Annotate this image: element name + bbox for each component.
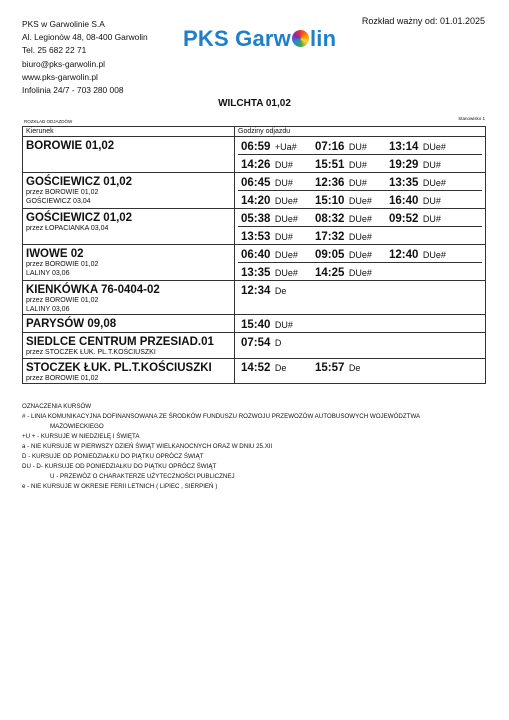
departure-symbols: DUe# bbox=[348, 231, 372, 242]
legend-item: +U + - KURSUJE W NIEDZIELĘ I ŚWIĘTA bbox=[22, 433, 140, 440]
departures-cell bbox=[235, 137, 486, 173]
logo-text-start: PKS Garw bbox=[183, 26, 291, 51]
departure-line bbox=[238, 173, 482, 190]
departure-symbols: DUe# bbox=[348, 267, 372, 278]
departure bbox=[241, 155, 315, 173]
departure-time: 14:25 bbox=[315, 266, 345, 279]
departure bbox=[315, 263, 389, 281]
logo-colorful-o-icon bbox=[292, 30, 309, 47]
direction-cell bbox=[23, 245, 235, 281]
destination-name: GOŚCIEWICZ 01,02 bbox=[26, 212, 133, 224]
departure-symbols: DU# bbox=[422, 195, 441, 206]
legend-title: OZNACZENIA KURSÓW bbox=[22, 403, 92, 410]
departure-line bbox=[238, 154, 482, 172]
destination-name: PARYSÓW 09,08 bbox=[26, 318, 117, 330]
departure-time: 15:10 bbox=[315, 194, 345, 207]
departure-symbols: DU# bbox=[422, 213, 441, 224]
legend-item: # - LINIA KOMUNIKACYJNA DOFINANSOWANA ZE ŚRODKÓW FUNDUSZU ROZWOJU PRZEWOZÓW AUTOBUSOWYCH WOJEWÓDZTWA bbox=[22, 413, 421, 420]
company-name: PKS w Garwolinie S.A bbox=[22, 19, 105, 29]
departure bbox=[315, 227, 389, 245]
departure-time: 13:53 bbox=[241, 230, 271, 243]
departure bbox=[241, 358, 315, 376]
departure bbox=[315, 245, 389, 263]
departure-symbols: DUe# bbox=[274, 249, 298, 260]
departure-line bbox=[238, 315, 482, 332]
departure-symbols: D bbox=[274, 337, 282, 348]
departure-time: 15:40 bbox=[241, 318, 271, 331]
timetable bbox=[22, 126, 486, 384]
departures-cell bbox=[235, 209, 486, 245]
timetable-row bbox=[23, 333, 486, 359]
departure-symbols: DUe# bbox=[348, 249, 372, 260]
departure-time: 12:36 bbox=[315, 176, 345, 189]
departure-line bbox=[238, 190, 482, 208]
departure bbox=[315, 191, 389, 209]
departure bbox=[241, 281, 315, 299]
departure-symbols: DUe# bbox=[274, 267, 298, 278]
departure-time: 09:52 bbox=[389, 212, 419, 225]
direction-cell bbox=[23, 209, 235, 245]
departure-line bbox=[238, 281, 482, 298]
departure-symbols: De bbox=[274, 363, 287, 373]
timetable-row bbox=[23, 173, 486, 209]
departure bbox=[389, 209, 463, 227]
direction-cell bbox=[23, 137, 235, 173]
departure-time: 08:32 bbox=[315, 212, 345, 225]
departure bbox=[241, 137, 315, 155]
direction-cell bbox=[23, 358, 235, 384]
departure-time: 07:16 bbox=[315, 140, 345, 153]
departure bbox=[315, 173, 389, 191]
departure-time: 14:26 bbox=[241, 158, 271, 171]
times-header: Godziny odjazdu bbox=[235, 127, 486, 137]
departure-line bbox=[238, 333, 482, 350]
departure-line bbox=[238, 209, 482, 226]
destination-name: KIENKÓWKA 76-0404-02 bbox=[26, 284, 160, 296]
direction-cell bbox=[23, 281, 235, 315]
legend-item: a - NIE KURSUJE W PIERWSZY DZIEŃ ŚWIĄT WIELKANOCNYCH ORAZ W DNIU 25.XII bbox=[22, 443, 273, 450]
company-address: Al. Legionów 48, 08-400 Garwolin bbox=[22, 32, 148, 43]
departure bbox=[241, 245, 315, 263]
timetable-row bbox=[23, 315, 486, 333]
legend-item: U - PRZEWÓZ O CHARAKTERZE UŻYTECZNOŚCI PUBLICZNEJ bbox=[50, 473, 235, 480]
legend-item: e - NIE KURSUJE W OKRESIE FERII LETNICH ( LIPIEC , SIERPIEŃ ) bbox=[22, 483, 218, 490]
timetable-row bbox=[23, 245, 486, 281]
departure-time: 17:32 bbox=[315, 230, 345, 243]
departure-symbols: DUe# bbox=[348, 195, 372, 206]
company-infoline: Infolinia 24/7 - 703 280 008 bbox=[22, 85, 124, 96]
direction-cell bbox=[23, 315, 235, 333]
departure-time: 12:34 bbox=[241, 284, 271, 297]
departure-symbols: DU# bbox=[274, 319, 293, 330]
destination-name: STOCZEK ŁUK. PL.T.KOŚCIUSZKI bbox=[26, 361, 212, 374]
departure-symbols: DUe# bbox=[422, 249, 446, 260]
departure-symbols: +Ua# bbox=[274, 141, 297, 152]
legend-item: D - KURSUJE OD PONIEDZIAŁKU DO PIĄTKU OPRÓCZ ŚWIĄT bbox=[22, 453, 204, 460]
direction-header: Kierunek bbox=[23, 127, 235, 137]
departure bbox=[315, 137, 389, 155]
departure-symbols: DU# bbox=[422, 159, 441, 170]
departure-symbols: De bbox=[348, 363, 361, 373]
departure-time: 13:35 bbox=[241, 266, 271, 279]
departure-time: 09:05 bbox=[315, 248, 345, 261]
departure-time: 12:40 bbox=[389, 248, 419, 261]
via-stop: przez BOROWIE 01,02 bbox=[26, 189, 99, 196]
via-stop: GOŚCIEWICZ 03,04 bbox=[26, 197, 91, 205]
departure-symbols: DU# bbox=[348, 177, 367, 188]
departure-time: 14:52 bbox=[241, 362, 271, 374]
timetable-row bbox=[23, 209, 486, 245]
departure-time: 05:38 bbox=[241, 212, 271, 225]
valid-from: Rozkład ważny od: 01.01.2025 bbox=[361, 16, 485, 26]
direction-cell bbox=[23, 333, 235, 359]
via-stop: przez STOCZEK ŁUK. PL.T.KOŚCIUSZKI bbox=[26, 349, 156, 356]
departure-symbols: DUe# bbox=[348, 213, 372, 224]
departure bbox=[389, 245, 463, 263]
destination-name: SIEDLCE CENTRUM PRZESIAD.01 bbox=[26, 336, 214, 348]
departure-time: 13:35 bbox=[389, 176, 419, 189]
departure-symbols: De bbox=[274, 285, 287, 296]
departure bbox=[241, 315, 315, 333]
departure-line bbox=[238, 137, 482, 154]
legend-item: MAZOWIECKIEGO bbox=[50, 423, 104, 430]
departure-symbols: DU# bbox=[274, 159, 293, 170]
destination-name: IWOWE 02 bbox=[26, 248, 84, 260]
departure bbox=[389, 137, 463, 155]
via-stop: LALINY 03,06 bbox=[26, 305, 70, 313]
departure bbox=[241, 333, 315, 351]
direction-cell bbox=[23, 173, 235, 209]
via-stop: przez ŁOPACIANKA 03,04 bbox=[26, 225, 109, 232]
departure-line bbox=[238, 262, 482, 280]
departure-symbols: DU# bbox=[274, 231, 293, 242]
departure-time: 19:29 bbox=[389, 158, 419, 171]
via-stop: przez BOROWIE 01,02 bbox=[26, 374, 99, 382]
departure-time: 14:20 bbox=[241, 194, 271, 207]
departure bbox=[241, 263, 315, 281]
departure-time: 07:54 bbox=[241, 336, 271, 349]
departure bbox=[315, 209, 389, 227]
departure bbox=[389, 191, 463, 209]
departure bbox=[315, 358, 389, 376]
departure-line bbox=[238, 245, 482, 262]
departure bbox=[241, 191, 315, 209]
timetable-row bbox=[23, 137, 486, 173]
departure-symbols: DU# bbox=[274, 177, 293, 188]
departures-cell bbox=[235, 358, 486, 384]
pks-garwolin-logo bbox=[183, 26, 336, 52]
platform-label: Stanowisko 1 bbox=[458, 116, 485, 121]
via-stop: przez BOROWIE 01,02 bbox=[26, 261, 99, 268]
departure-time: 16:40 bbox=[389, 194, 419, 207]
departures-cell bbox=[235, 281, 486, 315]
departures-cell bbox=[235, 245, 486, 281]
stop-title: WILCHTA 01,02 bbox=[218, 98, 291, 109]
via-stop: LALINY 03,06 bbox=[26, 269, 70, 277]
departure-symbols: DUe# bbox=[274, 195, 298, 206]
departures-cell bbox=[235, 333, 486, 359]
departure-time: 06:59 bbox=[241, 140, 271, 153]
legend-item: DU - D- KURSUJE OD PONIEDZIAŁKU DO PIĄTKU OPRÓCZ ŚWIĄT bbox=[22, 463, 217, 470]
departure bbox=[315, 155, 389, 173]
timetable-label: ROZKŁAD ODJAZDÓW bbox=[24, 119, 73, 124]
departure-time: 06:40 bbox=[241, 248, 271, 261]
departure-symbols: DUe# bbox=[422, 177, 446, 188]
departure-line bbox=[238, 359, 482, 376]
departure-time: 13:14 bbox=[389, 140, 419, 153]
departure-symbols: DU# bbox=[348, 141, 367, 152]
timetable-row bbox=[23, 358, 486, 384]
departure-time: 15:57 bbox=[315, 362, 345, 374]
company-email: biuro@pks-garwolin.pl bbox=[22, 58, 105, 69]
timetable-row bbox=[23, 281, 486, 315]
company-website: www.pks-garwolin.pl bbox=[22, 71, 98, 82]
departure bbox=[389, 155, 463, 173]
departure-symbols: DUe# bbox=[422, 141, 446, 152]
departure bbox=[241, 209, 315, 227]
departure bbox=[241, 227, 315, 245]
via-stop: przez BOROWIE 01,02 bbox=[26, 297, 99, 304]
destination-name: BOROWIE 01,02 bbox=[26, 140, 115, 152]
departure bbox=[389, 173, 463, 191]
departures-cell bbox=[235, 315, 486, 333]
departure-time: 15:51 bbox=[315, 158, 345, 171]
destination-name: GOŚCIEWICZ 01,02 bbox=[26, 176, 133, 188]
departure-symbols: DU# bbox=[348, 159, 367, 170]
legend bbox=[22, 402, 492, 492]
departure-time: 06:45 bbox=[241, 176, 271, 189]
departure-line bbox=[238, 226, 482, 244]
company-info bbox=[22, 18, 148, 97]
departures-cell bbox=[235, 173, 486, 209]
logo-text-end: lin bbox=[309, 26, 337, 51]
company-phone: Tel. 25 682 22 71 bbox=[22, 45, 87, 56]
departure bbox=[241, 173, 315, 191]
departure-symbols: DUe# bbox=[274, 213, 298, 224]
